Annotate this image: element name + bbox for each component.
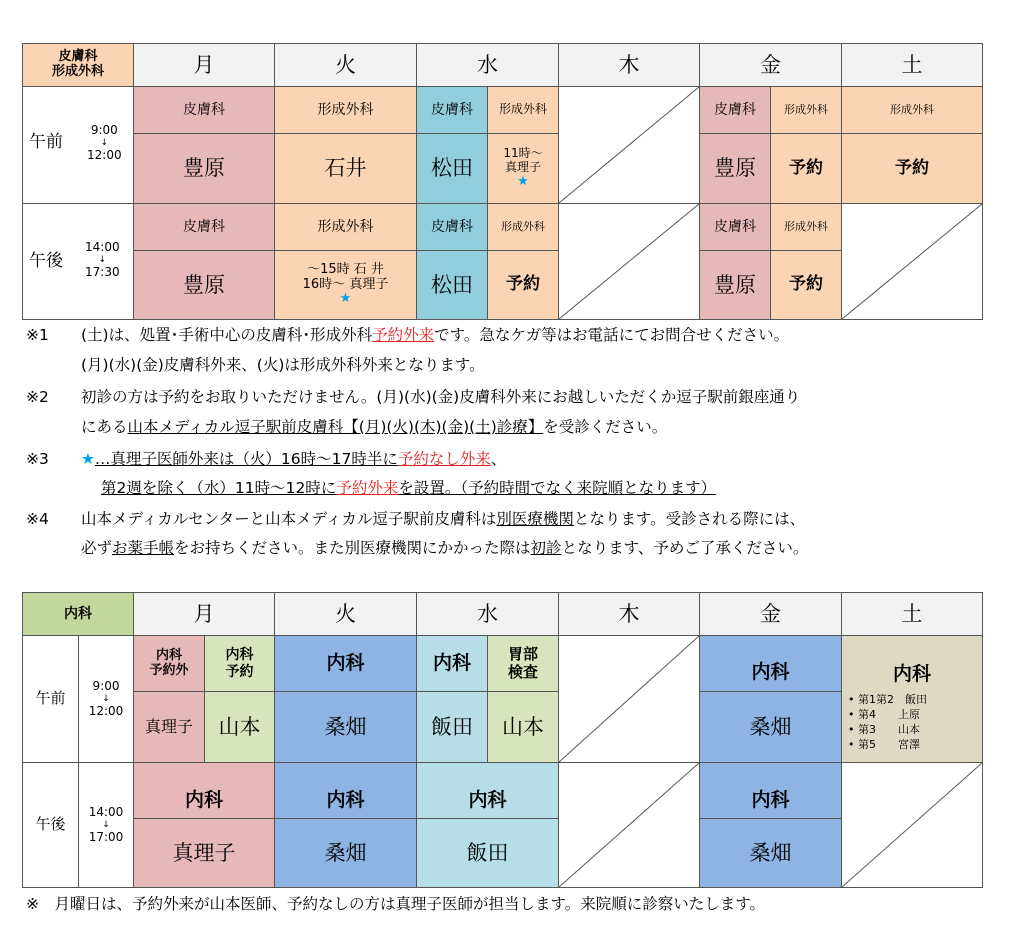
derm-pm-block <box>22 203 134 320</box>
sat-rotation-item: • 第1第2 飯田 <box>848 693 927 706</box>
note-1-line-1: ※1 (土)は、処置･手術中心の皮膚科･形成外科予約外来です。急なケガ等はお電話にてお問合せください。 <box>26 326 790 344</box>
derm-thu-pm-closed <box>558 203 700 320</box>
note-3-line-1: ※3 ★…真理子医師外来は（火）16時～17時半に予約なし外来、 <box>26 450 507 468</box>
derm-tue-am-dept: 形成外科 <box>274 86 417 134</box>
internal-thu-pm-closed <box>558 762 700 888</box>
derm-wed-pm-reserve: 予約 <box>487 250 559 320</box>
internal-tue-am-dept: 内科 <box>274 635 417 692</box>
internal-sat-pm-closed <box>841 762 983 888</box>
internal-am-time: 9:00 ↓ 12:00 <box>78 635 134 763</box>
derm-tue-am-doctor: 石井 <box>274 133 417 204</box>
derm-day-wed: 水 <box>416 43 559 87</box>
derm-pm-label: 午後 <box>29 251 63 271</box>
derm-wed-pm-doctor: 松田 <box>416 250 488 320</box>
internal-am-label: 午前 <box>22 635 79 763</box>
derm-fri-pm-doctor: 豊原 <box>699 250 771 320</box>
derm-wed-am-dept: 皮膚科 <box>416 86 488 134</box>
internal-mon-am-dept-a: 内科 予約外 <box>133 635 205 692</box>
internal-fri-am-dept: 内科 <box>699 635 842 692</box>
derm-am-label: 午前 <box>29 132 63 152</box>
derm-fri-pm-reserve: 予約 <box>770 250 842 320</box>
internal-wed-am-exam: 胃部 検査 <box>487 635 559 692</box>
derm-fri-am-doctor: 豊原 <box>699 133 771 204</box>
note-4-line-1: ※4 山本メディカルセンターと山本メディカル逗子駅前皮膚科は別医療機関となります。受診される際には、 <box>26 510 806 528</box>
internal-tue-am-doctor: 桑畑 <box>274 691 417 763</box>
internal-pm-label: 午後 <box>22 762 79 888</box>
derm-fri-am-dept: 皮膚科 <box>699 86 771 134</box>
internal-fri-pm-doctor: 桑畑 <box>699 818 842 888</box>
derm-mon-pm-dept: 皮膚科 <box>133 203 275 251</box>
note-2-line-2: にある山本メディカル逗子駅前皮膚科【(月)(火)(木)(金)(土)診療】を受診ください。 <box>81 418 668 436</box>
derm-am-block <box>22 86 134 204</box>
derm-thu-am-closed <box>558 86 700 204</box>
derm-pm-time: 14:00 ↓ 17:30 <box>85 240 120 279</box>
derm-day-thu: 木 <box>558 43 700 87</box>
internal-corner: 内科 <box>22 592 134 636</box>
star-icon: ★ <box>517 173 529 189</box>
sat-rotation-item: • 第5 宮澤 <box>848 737 920 751</box>
derm-fri-am-plastic-dept: 形成外科 <box>770 86 842 134</box>
star-icon: ★ <box>339 291 352 307</box>
derm-tue-pm-doctor: ～15時 石 井 16時～ 真理子 ★ <box>274 250 417 320</box>
derm-fri-am-reserve: 予約 <box>770 133 842 204</box>
internal-day-tue: 火 <box>274 592 417 636</box>
derm-corner: 皮膚科 形成外科 <box>22 43 134 87</box>
internal-mon-am-dept-b: 内科 予約 <box>204 635 275 692</box>
derm-mon-pm-doctor: 豊原 <box>133 250 275 320</box>
derm-wed-am-plastic-dept: 形成外科 <box>487 86 559 134</box>
footer-note: ※ 月曜日は、予約外来が山本医師、予約なしの方は真理子医師が担当します。来院順に診察いたします。 <box>26 895 766 913</box>
internal-sat-am-dept: 内科 <box>841 635 983 692</box>
note-2-line-1: ※2 初診の方は予約をお取りいただけません。(月)(水)(金)皮膚科外来にお越しいただくか逗子駅前銀座通り <box>26 388 801 406</box>
derm-mon-am-doctor: 豊原 <box>133 133 275 204</box>
derm-am-time: 9:00 ↓ 12:00 <box>87 123 122 162</box>
internal-mon-pm-dept: 内科 <box>133 762 275 819</box>
derm-sat-am-reserve: 予約 <box>841 133 983 204</box>
internal-mon-pm-doctor: 真理子 <box>133 818 275 888</box>
internal-thu-am-closed <box>558 635 700 763</box>
internal-sat-am-rotation <box>841 691 983 763</box>
internal-day-thu: 木 <box>558 592 700 636</box>
derm-day-sat: 土 <box>841 43 983 87</box>
sat-rotation-item: • 第3 山本 <box>848 722 920 736</box>
derm-wed-pm-plastic-dept: 形成外科 <box>487 203 559 251</box>
internal-day-wed: 水 <box>416 592 559 636</box>
internal-wed-am-dept: 内科 <box>416 635 488 692</box>
derm-day-fri: 金 <box>699 43 842 87</box>
derm-mon-am-dept: 皮膚科 <box>133 86 275 134</box>
internal-wed-am-doctor: 飯田 <box>416 691 488 763</box>
internal-day-sat: 土 <box>841 592 983 636</box>
internal-wed-am-exam-doctor: 山本 <box>487 691 559 763</box>
derm-fri-pm-dept: 皮膚科 <box>699 203 771 251</box>
derm-tue-pm-dept: 形成外科 <box>274 203 417 251</box>
note-4-line-2: 必ずお薬手帳をお持ちください。また別医療機関にかかった際は初診となります、予めご了承ください。 <box>81 539 809 557</box>
sat-rotation-item: • 第4 上原 <box>848 707 920 721</box>
derm-wed-pm-dept: 皮膚科 <box>416 203 488 251</box>
derm-fri-pm-plastic-dept: 形成外科 <box>770 203 842 251</box>
derm-day-tue: 火 <box>274 43 417 87</box>
internal-wed-pm-dept: 内科 <box>416 762 559 819</box>
internal-wed-pm-doctor: 飯田 <box>416 818 559 888</box>
note-3-line-2: 第2週を除く（水）11時～12時に予約外来を設置。（予約時間でなく来院順となります） <box>101 479 717 497</box>
internal-tue-pm-dept: 内科 <box>274 762 417 819</box>
internal-pm-time: 14:00 ↓ 17:00 <box>78 762 134 888</box>
derm-wed-am-mariko: 11時～ 真理子 ★ <box>487 133 559 204</box>
derm-sat-pm-closed <box>841 203 983 320</box>
derm-sat-am-dept: 形成外科 <box>841 86 983 134</box>
internal-day-mon: 月 <box>133 592 275 636</box>
internal-tue-pm-doctor: 桑畑 <box>274 818 417 888</box>
derm-day-mon: 月 <box>133 43 275 87</box>
internal-fri-pm-dept: 内科 <box>699 762 842 819</box>
internal-fri-am-doctor: 桑畑 <box>699 691 842 763</box>
note-1-line-2: (月)(水)(金)皮膚科外来、(火)は形成外科外来となります。 <box>81 356 485 374</box>
derm-wed-am-doctor: 松田 <box>416 133 488 204</box>
star-icon: ★ <box>81 450 95 468</box>
internal-mon-am-doctor-a: 真理子 <box>133 691 205 763</box>
internal-mon-am-doctor-b: 山本 <box>204 691 275 763</box>
internal-day-fri: 金 <box>699 592 842 636</box>
